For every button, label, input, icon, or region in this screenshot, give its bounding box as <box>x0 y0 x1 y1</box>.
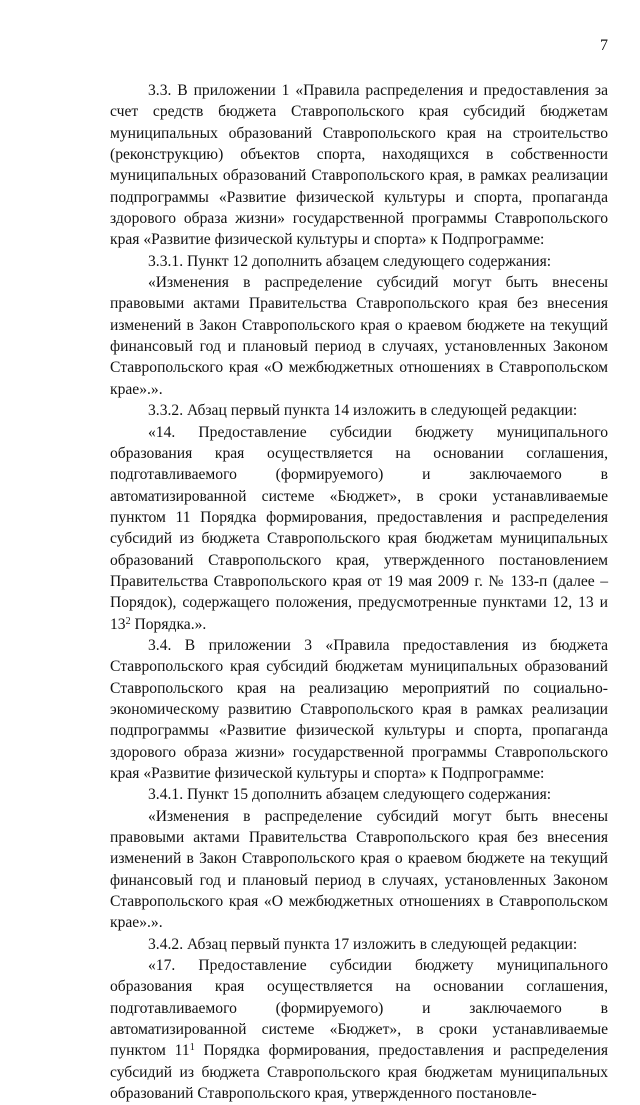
paragraph-3-3-1: 3.3.1. Пункт 12 дополнить абзацем следующего содержания: <box>148 252 552 270</box>
paragraph-3-4: 3.4. В приложении 3 «Правила предоставления из бюджета Ставропольского края субсидий бюджетам муниципальных образований Ставропольского края на реализацию мероприятий по социально-экономическому развитию Ставропольского края в рамках реализации подпрограммы «Развитие физической культуры и спорта, пропаганда здорового образа жизни» государственной программы Ставропольского края «Развитие физической культуры и спорта» к Подпрограмме: <box>110 636 608 782</box>
page-number: 7 <box>600 37 608 54</box>
item-14-text: «14. Предоставление субсидии бюджету муниципального образования края осуществляется на основании соглашения, подготавливаемого (формируемого) и заключаемого в автоматизированной системе «Бюджет», в сроки устанавливаемые пунктом 11 Порядка формирования, предоставления и распределения субсидий из бюджета Ставропольского края бюджетам муниципальных образований Ставропольского края, утвержденного постановлением Правительства Ставропольского края от 19 мая 2009 г. № 133-п (далее – Порядок), содержащего положения, предусмотренные пунктами 12, 13 и 13 <box>110 423 608 633</box>
item-14-superscript: 2 <box>125 615 131 627</box>
item-14-ending: Порядка.». <box>130 615 207 633</box>
paragraph-item-14 <box>110 422 608 635</box>
paragraph-amendment-15: «Изменения в распределение субсидий могут быть внесены правовыми актами Правительства Ставропольского края без внесения изменений в Закон Ставропольского края о краевом бюджете на текущий финансовый год и плановый период в случаях, установленных Законом Ставропольского края «О межбюджетных отношениях в Ставропольском крае».». <box>110 807 608 932</box>
item-17-ending: Порядка формирования, предоставления и распределения субсидий из бюджета Ставропольского края бюджетам муниципальных образований Ставропольского края, утвержденного постановле- <box>110 1042 608 1103</box>
paragraph-item-17 <box>110 955 608 1104</box>
paragraph-3-4-2: 3.4.2. Абзац первый пункта 17 изложить в следующей редакции: <box>148 935 578 953</box>
document-body <box>110 80 608 1105</box>
paragraph-3-4-1: 3.4.1. Пункт 15 дополнить абзацем следующего содержания: <box>148 786 552 804</box>
paragraph-3-3-2: 3.3.2. Абзац первый пункта 14 изложить в следующей редакции: <box>148 402 578 420</box>
paragraph-3-3: 3.3. В приложении 1 «Правила распределения и предоставления за счет средств бюджета Ставропольского края субсидий бюджетам муниципальных образований Ставропольского края на строительство (реконструкцию) объектов спорта, находящихся в собственности муниципальных образований Ставропольского края, в рамках реализации подпрограммы «Развитие физической культуры и спорта, пропаганда здорового образа жизни» государственной программы Ставропольского края «Развитие физической культуры и спорта» к Подпрограмме: <box>110 82 608 249</box>
paragraph-amendment-12: «Изменения в распределение субсидий могут быть внесены правовыми актами Правительства Ставропольского края без внесения изменений в Закон Ставропольского края о краевом бюджете на текущий финансовый год и плановый период в случаях, установленных Законом Ставропольского края «О межбюджетных отношениях в Ставропольском крае».». <box>110 274 608 398</box>
item-17-superscript: 1 <box>189 1042 195 1054</box>
item-17-text: «17. Предоставление субсидии бюджету муниципального образования края осуществляется на основании соглашения, подготавливаемого (формируемого) и заключаемого в автоматизированной системе «Бюджет», в сроки устанавливаемые пунктом 11 <box>110 957 608 1060</box>
